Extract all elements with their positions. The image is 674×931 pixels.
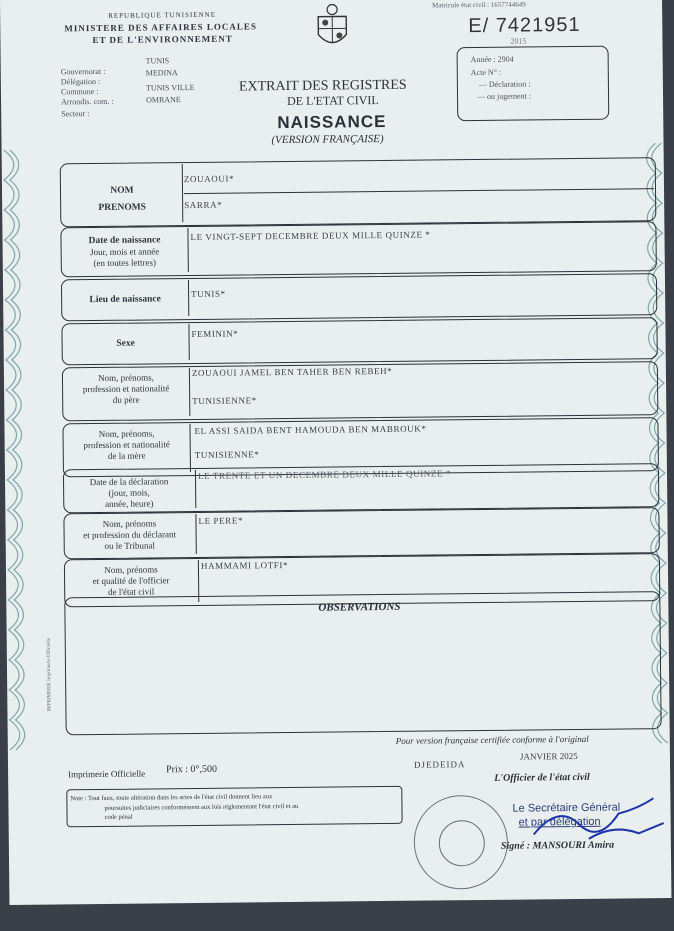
imprimerie-label: Imprimerie Officielle: [68, 768, 146, 780]
declaration-field: — Déclaration :: [478, 79, 531, 89]
birth-place-label: Lieu de naissance: [89, 294, 161, 306]
officer-title: L'Officier de l'état civil: [494, 771, 590, 784]
declarant-label: Nom, prénoms et profession du déclarant ou le Tribunal: [83, 518, 177, 551]
officer-label: Nom, prénoms et qualité de l'officier de l'état civil: [92, 564, 170, 597]
nom-label: NOM: [110, 185, 134, 196]
mother-nationality-value: TUNISIENNE*: [194, 449, 260, 460]
extrait-title: EXTRAIT DES REGISTRES: [238, 77, 407, 95]
birth-date-value: LE VINGT-SEPT DECEMBRE DEUX MILLE QUINZE *: [190, 229, 431, 243]
acte-field: Acte N° :: [470, 67, 502, 78]
legal-note-line1: Note : Tout faux, toute altération dans les actes de l'état civil donnent lieu aux: [70, 793, 273, 803]
official-round-stamp: [413, 795, 508, 890]
date-value: JANVIER 2025: [519, 750, 578, 762]
gouvernorat-label: Gouvernorat :: [60, 66, 106, 77]
version-subtitle: (VERSION FRANÇAISE): [271, 132, 384, 147]
commune-value: TUNIS VILLE: [145, 82, 195, 93]
observations-title: OBSERVATIONS: [318, 600, 401, 614]
sex-value: FEMININ*: [191, 328, 239, 340]
delegation-value: MEDINA: [145, 68, 178, 78]
nom-value: ZOUAOUI*: [183, 173, 235, 185]
arrondis-label: Arrondis. com. :: [61, 96, 114, 107]
serial-year: 2015: [510, 36, 527, 46]
etat-civil-title: DE L'ETAT CIVIL: [287, 93, 379, 108]
father-nationality-value: TUNISIENNE*: [192, 395, 257, 407]
coat-of-arms-emblem: [312, 2, 353, 52]
secretary-title: Le Secrétaire Général: [512, 801, 621, 815]
officer-value: HAMMAMI LOTFI*: [200, 560, 289, 571]
legal-note-line2: poursuites judiciaires conformément aux lois réglementant l'état civil et au: [104, 802, 299, 812]
birth-date-label: Date de naissance Jour, mois et année (en toutes lettres): [88, 235, 161, 269]
declaration-date-value: LE TRENTE ET UN DECEMBRE DEUX MILLE QUINZE *: [197, 468, 452, 481]
gouvernorat-value: TUNIS: [145, 56, 170, 66]
prenoms-value: SARRA*: [184, 199, 223, 211]
place-value: DJEDEIDA: [413, 759, 466, 770]
commune-label: Commune :: [60, 86, 99, 97]
mother-name-value: EL ASSI SAIDA BENT HAMOUDA BEN MABROUK*: [194, 423, 427, 436]
declarant-value: LE PERE*: [198, 515, 244, 526]
arrondis-value: OMRANE: [146, 95, 181, 105]
matricule-label: Matricule état civil : 1657744649: [432, 0, 526, 10]
prenoms-label: PRENOMS: [98, 202, 146, 213]
annee-field: Année : 2904: [470, 54, 514, 65]
side-print-mark: IMPRIMERIE Imprimerie Officielle: [46, 637, 53, 712]
left-border-pattern: [2, 150, 34, 770]
ministry-heading-line2: ET DE L'ENVIRONNEMENT: [92, 33, 233, 46]
secteur-label: Secteur :: [61, 109, 90, 119]
price-label: Prix : 0°,500: [166, 763, 218, 776]
ministry-heading-line1: MINISTERE DES AFFAIRES LOCALES: [64, 21, 257, 34]
jugement-field: — ou jugement :: [476, 91, 532, 102]
legal-note-line3: code pénal: [104, 813, 133, 821]
delegation-text: et par délégation: [518, 815, 601, 829]
declaration-date-label: Date de la déclaration (jour, mois, année, heure): [89, 476, 169, 509]
sex-label: Sexe: [116, 338, 135, 349]
birth-place-value: TUNIS*: [191, 288, 226, 300]
delegation-label: Délégation :: [60, 76, 101, 87]
signatory-name: Signé : MANSOURI Amira: [500, 839, 615, 852]
republic-heading: REPUBLIQUE TUNISIENNE: [108, 10, 217, 20]
handwritten-signature: [528, 793, 669, 854]
certified-note: Pour version française certifiée conforme à l'original: [395, 733, 589, 746]
serial-number: E/ 7421951: [468, 13, 581, 38]
father-label: Nom, prénoms, profession et nationalité du père: [82, 372, 170, 405]
father-name-value: ZOUAOUI JAMEL BEN TAHER BEN REBEH*: [191, 365, 393, 379]
mother-label: Nom, prénoms, profession et nationalité de la mère: [83, 428, 170, 461]
naissance-title: NAISSANCE: [277, 111, 387, 133]
